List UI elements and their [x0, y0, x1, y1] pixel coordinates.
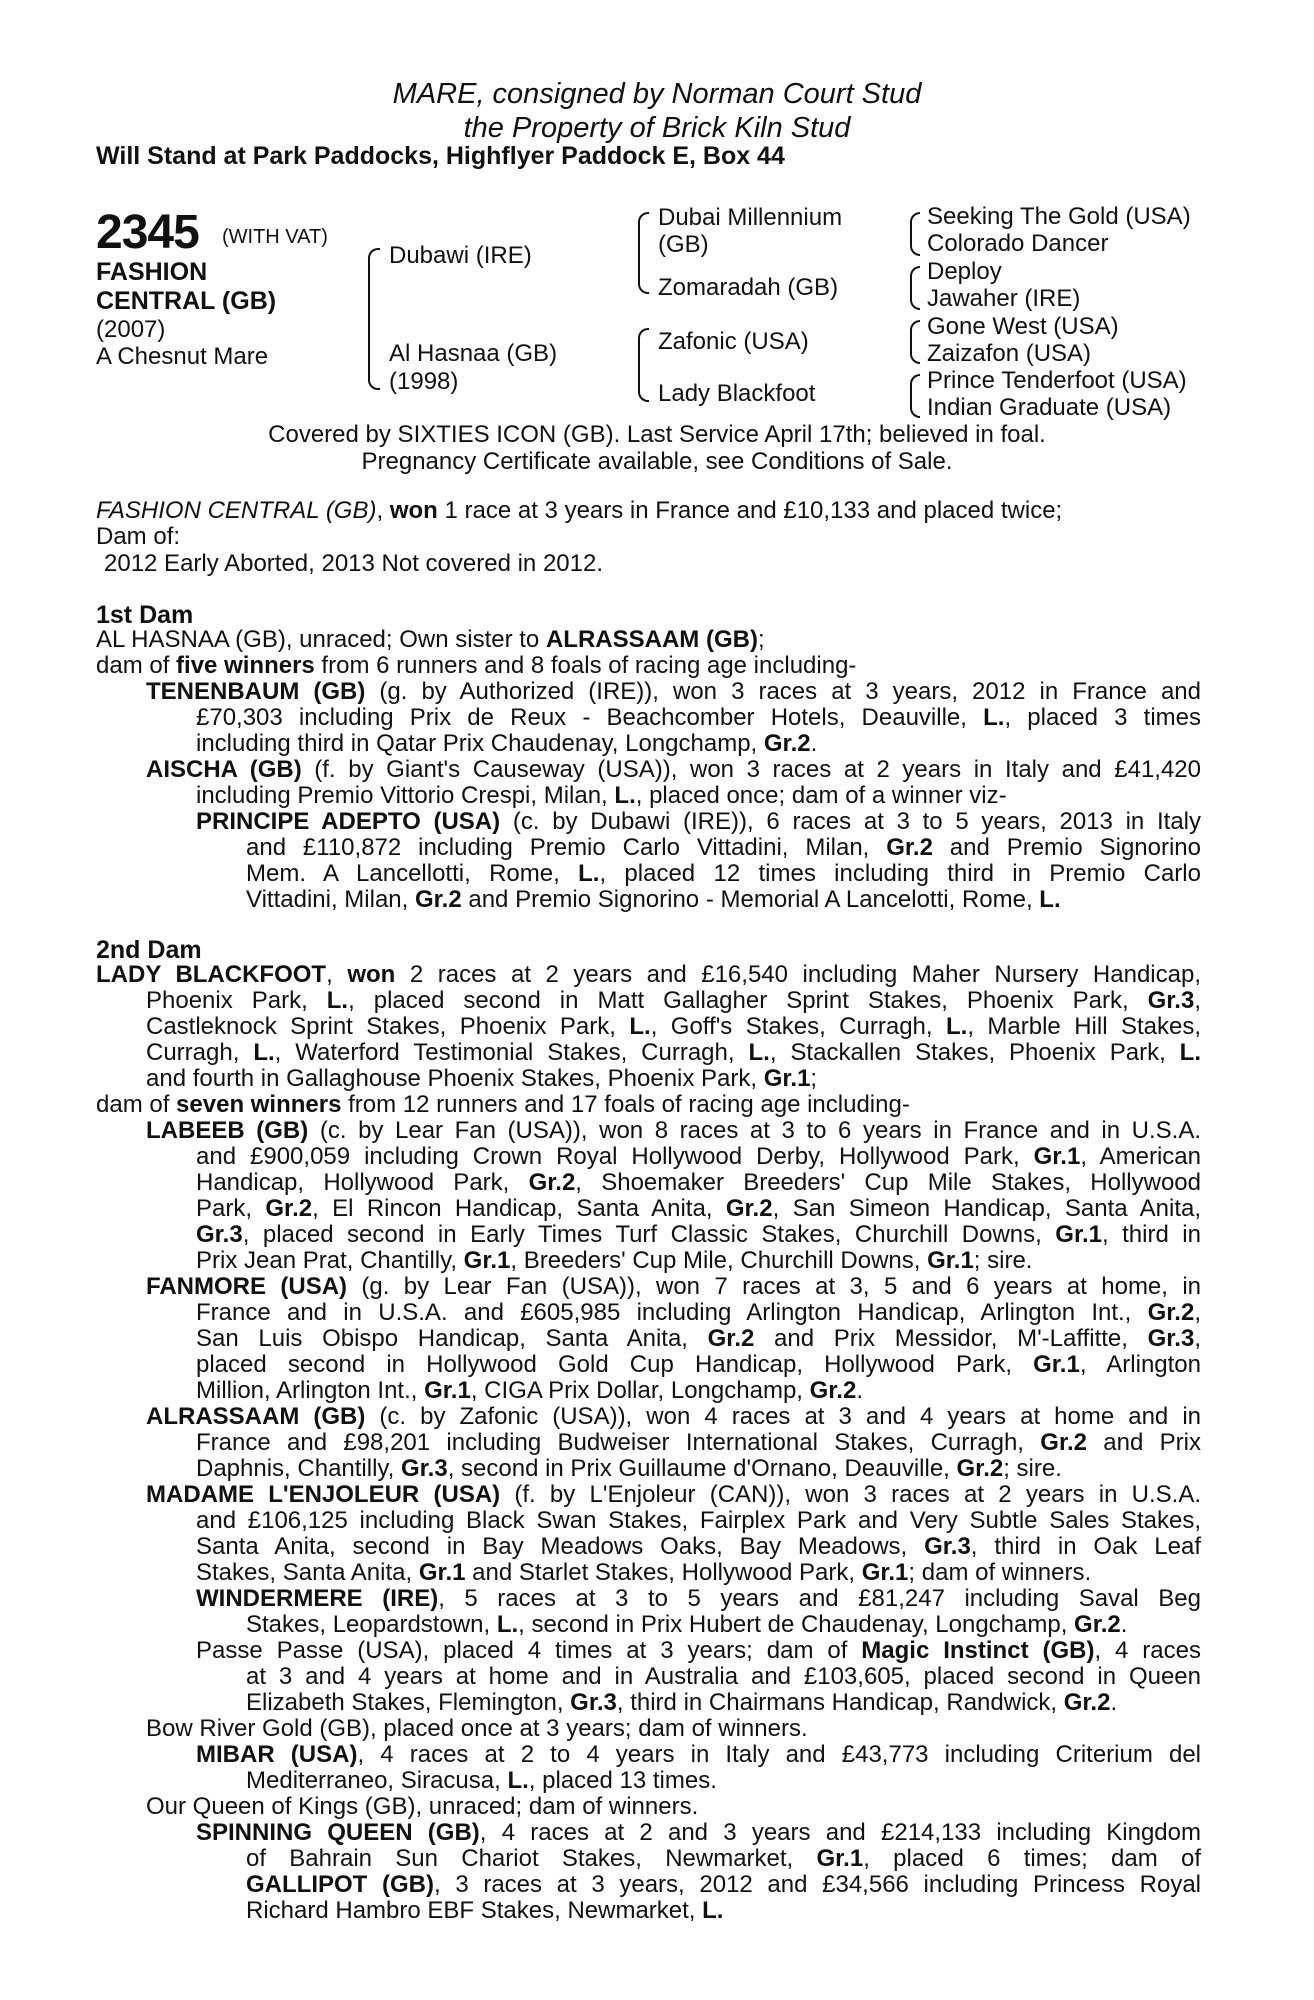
lot-number: 2345 [96, 206, 199, 259]
first-dam-line1: AL HASNAA (GB), unraced; Own sister to ALRASSAAM (GB); [96, 626, 765, 653]
gg-sire-1: Seeking The Gold (USA) [927, 203, 1191, 230]
entry-our-queen-of-kings: Our Queen of Kings (GB), unraced; dam of winners. [146, 1793, 699, 1820]
gg-sire-3: Gone West (USA) [927, 313, 1119, 340]
gg-sire-2: Deploy [927, 258, 1002, 285]
sire-sire-line1: Dubai Millennium [658, 204, 843, 231]
gg-dam-1: Colorado Dancer [927, 230, 1109, 257]
first-dam-heading: 1st Dam [96, 601, 194, 629]
brace-ss [910, 212, 920, 256]
first-dam-line2: dam of five winners from 6 runners and 8 foals of racing age including- [96, 652, 857, 679]
property-line: the Property of Brick Kiln Stud [463, 112, 851, 144]
gg-dam-4: Indian Graduate (USA) [927, 394, 1172, 421]
won-label: won [389, 497, 438, 524]
dam: Al Hasnaa (GB) [389, 340, 558, 367]
brace-dd [910, 374, 920, 418]
catalogue-page: MARE, consigned by Norman Court Stud the Property of Brick Kiln Stud Will Stand at Park Paddocks, Highflyer Paddock E, Box 44 2345 (WITH VAT) FASHION CENTRAL (GB) (2007) A Chesnut Mare Dubawi (IRE) Al Hasnaa (GB) (1998) Dubai Millennium (GB) Zomaradah (GB) Zafonic (USA) Lady Blackfoot Seeking The Gold (USA) Colorado Dancer Deploy Jawaher (IRE) Gone West (USA) Zaizafon (USA) Prince Tenderfoot (USA) Indian Graduate (USA) Covered by SIXTIES ICON (GB). Last Service April 17th; believed in foal. Pregnancy Certificate available, see Conditions of Sale. FASHION CENTRAL (GB), won 1 race at 3 years in France and £10,133 and placed twice; Dam of: 2012 Early Aborted, 2013 Not covered in 2012. 1st Dam AL HASNAA (GB), unraced; Own sister to ALRASSAAM (GB); dam of five winners from 6 runners and 8 foals of racing age including- TENENBAUM (GB) (g. by Authorized (IRE)), won 3 races at 3 years, 2012 in France and £70,303 including Prix de Reux - Beachcomber Hotels, Deauville, L., placed 3 times including third in Qatar Prix Chaudenay, Longchamp, Gr.2. AISCHA (GB) (f. by Giant's Causeway (USA)), won 3 races at 2 years in Italy and £41,420 including Premio Vittorio Crespi, Milan, L., placed once; dam of a winner viz- PRINCIPE ADEPTO (USA) (c. by Dubawi (IRE)), 6 races at 3 to 5 years, 2013 in Italy and £110,872 including Premio Carlo Vittadini, Milan, Gr.2 and Premio Signorino Mem. A Lancellotti, Rome, L., placed 12 times including third in Premio Carlo Vittadini, Milan, Gr.2 and Premio Signorino - Memorial A Lancelotti, Rome, L. 2nd Dam LADY BLACKFOOT, won 2 races at 2 years and £16,540 including Maher Nursery Handicap, Phoenix Park, L., placed second in Matt Gallagher Sprint Stakes, Phoenix Park, Gr.3, Castleknock Sprint Stakes, Phoenix Park, L., Goff's Stakes, Curragh, L., Marble Hill Stakes, Curragh, L., Waterford Testimonial Stakes, Curragh, L., Stackallen Stakes, Phoenix Park, L. and fourth in Gallaghouse Phoenix Stakes, Phoenix Park, Gr.1; dam of seven winners from 12 runners and 17 foals of racing age including- LABEEB (GB) (c. by Lear Fan (USA)), won 8 races at 3 to 6 years in France and in U.S.A. and £900,059 including Crown Royal Hollywood Derby, Hollywood Park, Gr.1, American Handicap, Hollywood Park, Gr.2, Shoemaker Breeders' Cup Mile Stakes, Hollywood Park, Gr.2, El Rincon Handicap, Santa Anita, Gr.2, San Simeon Handicap, Santa Anita, Gr.3, placed second in Early Times Turf Classic Stakes, Churchill Downs, Gr.1, third in Prix Jean Prat, Chantilly, Gr.1, Breeders' Cup Mile, Churchill Downs, Gr.1; sire. FANMORE (USA) (g. by Lear Fan (USA)), won 7 races at 3, 5 and 6 years at home, in France and in U.S.A. and £605,985 including Arlington Handicap, Arlington Int., Gr.2, San Luis Obispo Handicap, Santa Anita, Gr.2 and Prix Messidor, M'-Laffitte, Gr.3, placed second in Hollywood Gold Cup Handicap, Hollywood Park, Gr.1, Arlington Million, Arlington Int., Gr.1, CIGA Prix Dollar, Longchamp, Gr.2. ALRASSAAM (GB) (c. by Zafonic (USA)), won 4 races at 3 and 4 years at home and in France and £98,201 including Budweiser International Stakes, Curragh, Gr.2 and Prix Daphnis, Chantilly, Gr.3, second in Prix Guillaume d'Ornano, Deauville, Gr.2; sire. MADAME L'ENJOLEUR (USA) (f. by L'Enjoleur (CAN)), won 3 races at 2 years in U.S.A. and £106,125 including Black Swan Stakes, Fairplex Park and Very Subtle Sales Stakes, Santa Anita, second in Bay Meadows Oaks, Bay Meadows, Gr.3, third in Oak Leaf Stakes, Santa Anita, Gr.1 and Starlet Stakes, Hollywood Park, Gr.1; dam of winners. WINDERMERE (IRE), 5 races at 3 to 5 years and £81,247 including Saval Beg Stakes, Leopardstown, L., second in Prix Hubert de Chaudenay, Longchamp, Gr.2. Passe Passe (USA), placed 4 times at 3 years; dam of Magic Instinct (GB), 4 races at 3 and 4 years at home and in Australia and £103,605, placed second in Queen Elizabeth Stakes, Flemington, Gr.3, third in Chairmans Handicap, Randwick, Gr.2. Bow River Gold (GB), placed once at 3 years; dam of winners. MIBAR (USA), 4 races at 2 to 4 years in Italy and £43,773 including Criterium del Mediterraneo, Siracusa, L., placed 13 times. Our Queen of Kings (GB), unraced; dam of winners. SPINNING QUEEN (GB), 4 races at 2 and 3 years and £214,133 including Kingdom of Bahrain Sun Chariot Stakes, Newmarket, Gr.1, placed 6 times; dam of GALLIPOT (GB), 3 races at 3 years, 2012 and £34,566 including Princess Royal Richard Hambro EBF Stakes, Newmarket, L. [0, 0, 1314, 2000]
pregnancy-line: Pregnancy Certificate available, see Conditions of Sale. [361, 448, 953, 475]
horse-name-line2: CENTRAL (GB) [96, 287, 277, 315]
dam-dam: Lady Blackfoot [658, 380, 816, 407]
produce-record: 2012 Early Aborted, 2013 Not covered in 2012. [104, 550, 604, 577]
horse-name-line1: FASHION [96, 258, 208, 286]
sire-dam: Zomaradah (GB) [658, 274, 839, 301]
second-dam-heading: 2nd Dam [96, 936, 202, 964]
dam-of-label: Dam of: [96, 523, 181, 550]
horse-description: A Chesnut Mare [96, 343, 269, 370]
dam-year: (1998) [389, 368, 459, 395]
pedigree-brace-dam [638, 328, 649, 402]
foaling-year: (2007) [96, 316, 166, 343]
pedigree-brace-sire [638, 212, 649, 294]
sire: Dubawi (IRE) [389, 242, 532, 269]
gg-dam-3: Zaizafon (USA) [927, 340, 1092, 367]
intro-name: FASHION CENTRAL (GB) [96, 497, 377, 524]
entry-bow-river-gold: Bow River Gold (GB), placed once at 3 years; dam of winners. [146, 1715, 808, 1742]
gg-dam-2: Jawaher (IRE) [927, 285, 1081, 312]
pedigree-brace-main [368, 248, 380, 390]
brace-ds [910, 320, 920, 364]
dam-sire: Zafonic (USA) [658, 328, 809, 355]
covered-line: Covered by SIXTIES ICON (GB). Last Service April 17th; believed in foal. [268, 421, 1046, 448]
consignor-line: MARE, consigned by Norman Court Stud [392, 78, 922, 110]
vat-note: (WITH VAT) [222, 226, 328, 248]
gg-sire-4: Prince Tenderfoot (USA) [927, 367, 1187, 394]
intro-line: FASHION CENTRAL (GB), won 1 race at 3 years in France and £10,133 and placed twice; [96, 497, 1063, 524]
stand-location: Will Stand at Park Paddocks, Highflyer Paddock E, Box 44 [96, 142, 785, 170]
second-dam-produce: dam of seven winners from 12 runners and 17 foals of racing age including- [96, 1091, 910, 1118]
sire-sire-line2: (GB) [658, 231, 709, 258]
brace-sd [910, 266, 920, 310]
horse-name [96, 258, 356, 316]
